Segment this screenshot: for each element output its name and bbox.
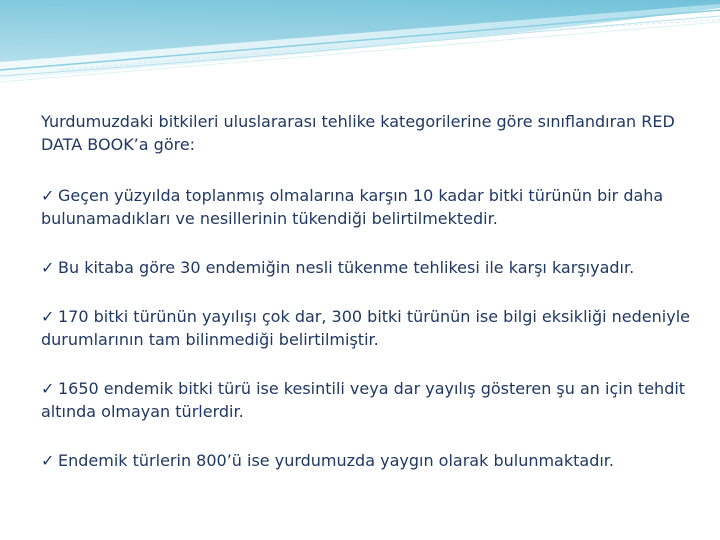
bullet-text: Bu kitaba göre 30 endemiğin nesli tükenme tehlikesi ile karşı karşıyadır.: [58, 258, 635, 277]
intro-paragraph: Yurdumuzdaki bitkileri uluslararası tehlike kategorilerine göre sınıflandıran RED DATA BOOK’a göre:: [41, 112, 675, 154]
bullet-item: [41, 305, 691, 351]
check-mark-icon: ✓: [41, 307, 55, 326]
wave-graphic: [0, 0, 720, 90]
bullet-text: 1650 endemik bitki türü ise kesintili veya dar yayılış gösteren şu an için tehdit altında olmayan türlerdir.: [41, 379, 686, 421]
content-area: [41, 110, 691, 498]
bullet-text: Endemik türlerin 800’ü ise yurdumuzda yaygın olarak bulunmaktadır.: [58, 451, 614, 470]
header-wave-decoration: [0, 0, 720, 90]
bullet-item: [41, 449, 691, 472]
bullet-item: [41, 256, 691, 279]
check-mark-icon: ✓: [41, 258, 55, 277]
bullet-text: 170 bitki türünün yayılışı çok dar, 300 bitki türünün ise bilgi eksikliği nedeniyle durumlarının tam bilinmediği belirtilmiştir.: [41, 307, 690, 349]
bullet-item: [41, 184, 691, 230]
check-mark-icon: ✓: [41, 186, 55, 205]
check-mark-icon: ✓: [41, 379, 55, 398]
check-mark-icon: ✓: [41, 451, 55, 470]
bullet-text: Geçen yüzyılda toplanmış olmalarına karşın 10 kadar bitki türünün bir daha bulunamadıkları ve nesillerinin tükendiği belirtilmektedir.: [41, 186, 664, 228]
bullet-item: [41, 377, 691, 423]
